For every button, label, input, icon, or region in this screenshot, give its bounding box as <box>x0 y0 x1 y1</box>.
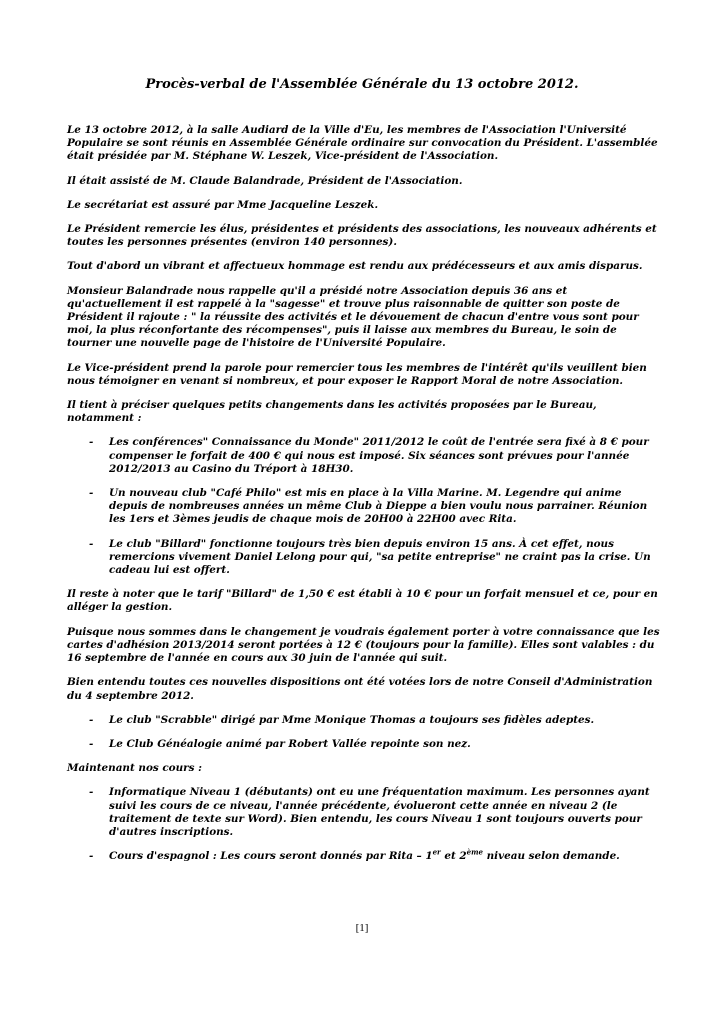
paragraph-courses-intro: Maintenant nos cours : <box>67 762 202 775</box>
list-item-text: Informatique Niveau 1 (débutants) ont eu une fréquentation maximum. Les personnes ayant suivi les cours de ce niveau, l'année précédente, évolueront cette année en niveau 2 (le traitement de texte sur Word). Bien entendu, les cours Niveau 1 sont toujours ouverts pour d'autres inscriptions. <box>109 786 650 838</box>
text-run: et 2 <box>440 850 467 863</box>
dash-bullet: - <box>89 737 94 750</box>
list-item <box>67 538 661 578</box>
superscript: ème <box>466 847 483 857</box>
paragraph-assistant: Il était assisté de M. Claude Balandrade, Président de l'Association. <box>67 174 463 187</box>
dash-bullet: - <box>89 713 94 726</box>
paragraph-president-speech: Monsieur Balandrade nous rappelle qu'il a présidé notre Association depuis 36 ans et qu'actuellement il est rappelé à la "sagesse" et trouve plus raisonnable de quitter son poste de Président il rajoute : " la réussite des activités et le dévouement de chacun d'entre vous sont pour moi, la plus réconfortante des récompenses", puis il laisse aux membres du Bureau, le soin de tourner une nouvelle page de l'histoire de l'Université Populaire. <box>67 284 639 350</box>
list-item-text: Le club "Scrabble" dirigé par Mme Monique Thomas a toujours ses fidèles adeptes. <box>109 713 595 726</box>
dash-bullet: - <box>89 537 94 550</box>
dash-bullet: - <box>89 786 94 799</box>
clubs-list <box>67 714 661 751</box>
list-item <box>67 714 661 727</box>
list-item <box>67 738 661 751</box>
list-item-text: Le Club Généalogie animé par Robert Vallée repointe son nez. <box>109 737 471 750</box>
paragraph-changes-intro: Il tient à préciser quelques petits changements dans les activités proposées par le Bureau, notamment : <box>67 399 597 425</box>
superscript: er <box>432 847 441 857</box>
paragraph-billiard-rate: Il reste à noter que le tarif "Billard" de 1,50 € est établi à 10 € pour un forfait mensuel et ce, pour en alléger la gestion. <box>67 588 658 614</box>
list-item <box>67 436 661 476</box>
changes-list <box>67 436 661 577</box>
paragraph-vice-president: Le Vice-président prend la parole pour remercier tous les membres de l'intérêt qu'ils veuillent bien nous témoigner en venant si nombreux, et pour exposer le Rapport Moral de notre Association. <box>67 361 647 387</box>
list-item-text: Les conférences" Connaissance du Monde" 2011/2012 le coût de l'entrée sera fixé à 8 € pour compenser le forfait de 400 € qui nous est imposé. Six séances sont prévues pour l'année 2012/2013 au Casino du Tréport à 18H30. <box>109 436 649 475</box>
dash-bullet: - <box>89 487 94 500</box>
list-item <box>67 847 661 863</box>
text-run: Cours d'espagnol : Les cours seront donnés par Rita – 1 <box>109 850 433 863</box>
list-item <box>67 487 661 527</box>
paragraph-votes: Bien entendu toutes ces nouvelles dispositions ont été votées lors de notre Conseil d'Administration du 4 septembre 2012. <box>67 676 653 702</box>
dash-bullet: - <box>89 850 94 863</box>
page-title: Procès-verbal de l'Assemblée Générale du 13 octobre 2012. <box>145 77 579 92</box>
list-item <box>67 786 661 839</box>
text-run: niveau selon demande. <box>482 850 620 863</box>
list-item-text: Un nouveau club "Café Philo" est mis en place à la Villa Marine. M. Legendre qui anime depuis de nombreuses années un même Club à Dieppe a bien voulu nous parrainer. Réunion les 1ers et 3èmes jeudis de chaque mois de 20H00 à 22H00 avec Rita. <box>109 487 648 526</box>
dash-bullet: - <box>89 436 94 449</box>
paragraph-secretariat: Le secrétariat est assuré par Mme Jacqueline Leszek. <box>67 198 379 211</box>
list-item-text <box>109 847 620 863</box>
courses-list <box>67 786 661 863</box>
paragraph-membership-cards: Puisque nous sommes dans le changement je voudrais également porter à votre connaissance que les cartes d'adhésion 2013/2014 seront portées à 12 € (toujours pour la famille). Elles sont valables : du 16 septembre de l'année en cours aux 30 juin de l'année qui suit. <box>67 625 660 665</box>
paragraph-tribute: Tout d'abord un vibrant et affectueux hommage est rendu aux prédécesseurs et aux amis disparus. <box>67 260 643 273</box>
paragraph-opening: Le 13 octobre 2012, à la salle Audiard de la Ville d'Eu, les membres de l'Association l'Université Populaire se sont réunis en Assemblée Générale ordinaire sur convocation du Président. L'assemblée était présidée par M. Stéphane W. Leszek, Vice-président de l'Association. <box>67 124 658 163</box>
document-body <box>67 124 661 874</box>
page-number: [1] <box>355 922 369 934</box>
list-item-text: Le club "Billard" fonctionne toujours très bien depuis environ 15 ans. À cet effet, nous remercions vivement Daniel Lelong pour qui, "sa petite entreprise" ne craint pas la crise. Un cadeau lui est offert. <box>109 537 651 577</box>
paragraph-thanks: Le Président remercie les élus, présidentes et présidents des associations, les nouveaux adhérents et toutes les personnes présentes (environ 140 personnes). <box>67 223 657 249</box>
